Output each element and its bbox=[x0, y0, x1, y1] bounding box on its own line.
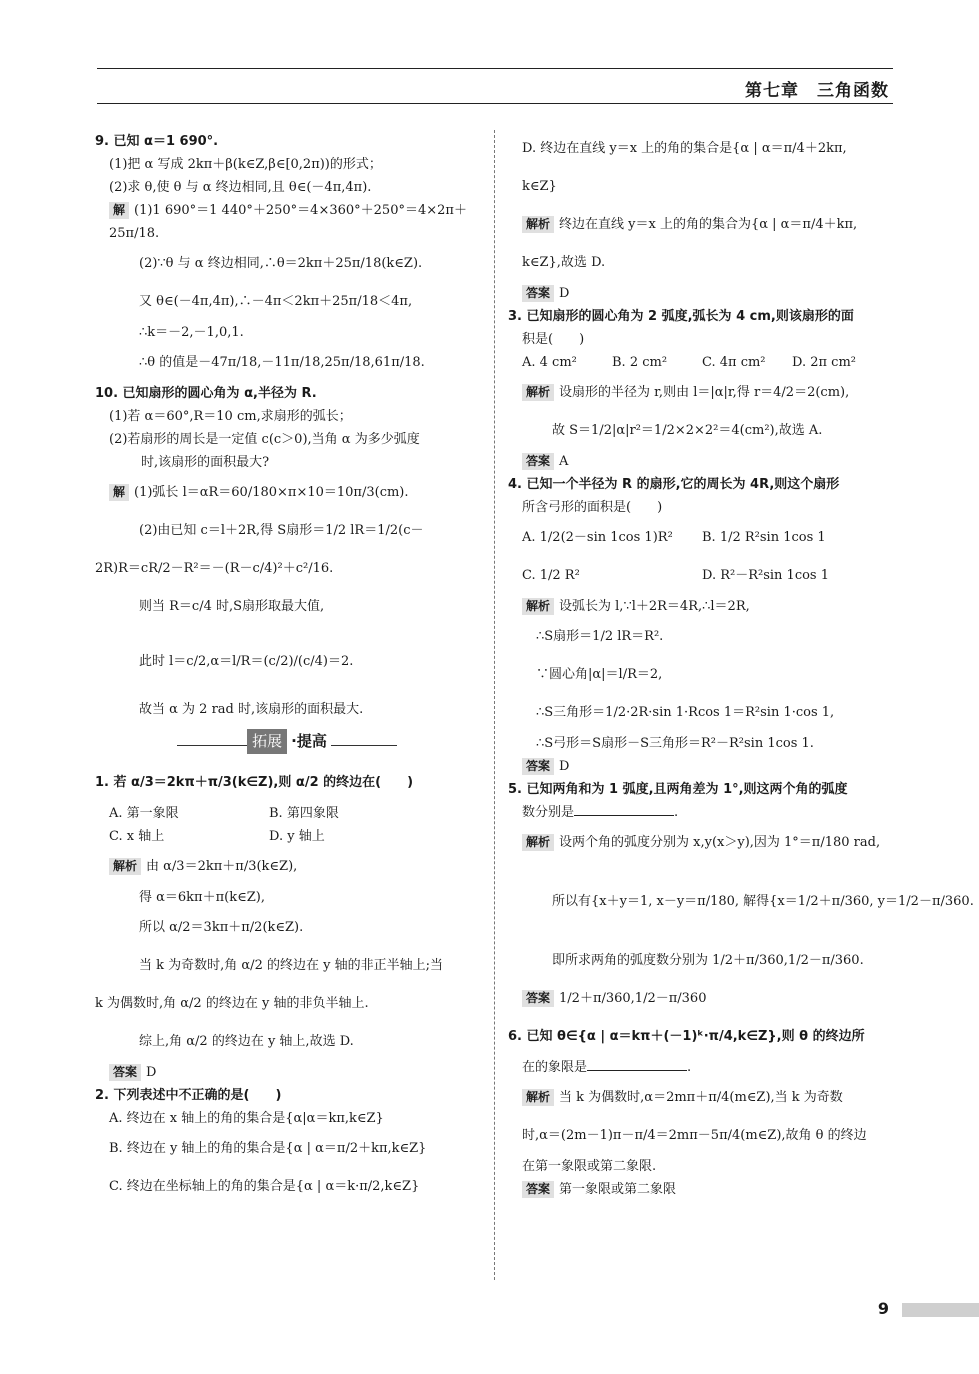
line-text: 即所求两角的弧度数分别为 1/2＋π/360,1/2－π/360. bbox=[552, 953, 864, 968]
text-line bbox=[508, 1018, 896, 1056]
text-line bbox=[508, 1079, 896, 1117]
left-column bbox=[95, 130, 483, 1206]
text-line bbox=[95, 886, 483, 909]
line-text: 终边在直线 y＝x 上的角的集合为{α | α＝π/4＋kπ, bbox=[559, 217, 858, 232]
text-line bbox=[95, 245, 483, 283]
text-line bbox=[95, 344, 483, 382]
text-line bbox=[508, 328, 896, 351]
line-text: D bbox=[559, 759, 570, 774]
text-line bbox=[508, 168, 896, 206]
choice-option: D. 2π cm² bbox=[792, 355, 856, 370]
section-label-b: ·提高 bbox=[287, 729, 331, 754]
label-tag: 答案 bbox=[522, 1181, 554, 1198]
text-line bbox=[508, 1117, 896, 1155]
section-heading bbox=[95, 729, 483, 754]
line-text: 时,α＝(2m－1)π－π/4＝2mπ－5π/4(m∈Z),故角 θ 的终边 bbox=[522, 1128, 867, 1143]
text-line bbox=[508, 656, 896, 694]
text-line bbox=[508, 618, 896, 656]
line-text: D. 终边在直线 y＝x 上的角的集合是{α | α＝π/4＋2kπ, bbox=[522, 141, 847, 156]
label-tag: 解析 bbox=[522, 216, 554, 233]
text-line bbox=[95, 764, 483, 802]
text-line bbox=[508, 1178, 896, 1201]
line-text: 故 S＝1/2|α|r²＝1/2×2×2²＝4(cm²),故选 A. bbox=[552, 423, 823, 438]
line-text: 则当 R＝c/4 时,S扇形取最大值, bbox=[139, 599, 325, 614]
page-number: 9 bbox=[877, 1299, 889, 1318]
text-line bbox=[508, 206, 896, 244]
header-top-rule bbox=[97, 68, 893, 69]
label-tag: 解 bbox=[109, 202, 129, 219]
line-text: 2. 下列表述中不正确的是( ) bbox=[95, 1088, 282, 1103]
text-line bbox=[508, 244, 896, 282]
text-line bbox=[95, 382, 483, 405]
label-tag: 解析 bbox=[522, 834, 554, 851]
line-text: 1/2＋π/360,1/2－π/360 bbox=[559, 991, 707, 1006]
line-text: B. 终边在 y 轴上的角的集合是{α | α＝π/2＋kπ,k∈Z} bbox=[109, 1141, 427, 1156]
line-text: k 为偶数时,角 α/2 的终边在 y 轴的非负半轴上. bbox=[95, 996, 369, 1011]
text-line bbox=[508, 130, 896, 168]
option-row bbox=[508, 351, 896, 374]
text-line bbox=[95, 405, 483, 428]
page-number-bar bbox=[902, 1303, 979, 1317]
choice-option: C. 4π cm² bbox=[702, 355, 766, 370]
text-line bbox=[95, 909, 483, 947]
line-text: 3. 已知扇形的圆心角为 2 弧度,弧长为 4 cm,则该扇形的面 bbox=[508, 309, 854, 324]
text-line bbox=[95, 848, 483, 886]
label-tag: 解析 bbox=[109, 858, 141, 875]
label-tag: 答案 bbox=[109, 1064, 141, 1081]
text-line bbox=[95, 1130, 483, 1168]
option-row bbox=[95, 825, 483, 848]
line-text: 6. 已知 θ∈{α | α＝kπ＋(－1)ᵏ·π/4,k∈Z},则 θ 的终边所 bbox=[508, 1029, 865, 1044]
choice-option: A. 第一象限 bbox=[109, 806, 179, 821]
line-text: 10. 已知扇形的圆心角为 α,半径为 R. bbox=[95, 386, 317, 401]
text-line bbox=[508, 778, 896, 801]
chapter-title: 第七章 三角函数 bbox=[745, 81, 889, 101]
answer-blank bbox=[574, 801, 674, 816]
line-text: 故当 α 为 2 rad 时,该扇形的面积最大. bbox=[139, 702, 364, 717]
text-line bbox=[508, 473, 896, 496]
line-text: (1)把 α 写成 2kπ＋β(k∈Z,β∈[0,2π))的形式； bbox=[109, 157, 382, 172]
text-line bbox=[95, 199, 483, 222]
line-text: 所含弓形的面积是( ) bbox=[522, 500, 663, 515]
text-line bbox=[508, 980, 896, 1018]
line-text: ∴S弓形＝S扇形－S三角形＝R²－R²sin 1cos 1. bbox=[536, 736, 814, 751]
line-text: 所以有{x＋y＝1, x－y＝π/180, 解得{x＝1/2＋π/360, y＝1/2－π/360. bbox=[552, 894, 974, 909]
text-line bbox=[95, 153, 483, 176]
option-row bbox=[95, 802, 483, 825]
text-line bbox=[95, 626, 483, 698]
line-text: 1. 若 α/3＝2kπ＋π/3(k∈Z),则 α/2 的终边在( ) bbox=[95, 775, 414, 790]
line-text: A bbox=[559, 454, 569, 469]
line-text: (1)弧长 l＝αR＝60/180×π×10＝10π/3(cm). bbox=[134, 485, 409, 500]
text-line bbox=[95, 222, 483, 245]
line-text: k∈Z} bbox=[522, 179, 557, 194]
label-tag: 解析 bbox=[522, 598, 554, 615]
line-text: 在第一象限或第二象限. bbox=[522, 1159, 657, 1174]
text-line bbox=[508, 595, 896, 618]
label-tag: 解析 bbox=[522, 384, 554, 401]
text-line bbox=[95, 698, 483, 721]
line-text: (2)由已知 c＝l＋2R,得 S扇形＝1/2 lR＝1/2(c－ bbox=[139, 523, 424, 538]
line-text: ∴k＝－2,－1,0,1. bbox=[139, 325, 244, 340]
line-text: ∴S三角形＝1/2·2R·sin 1·Rcos 1＝R²sin 1·cos 1, bbox=[536, 705, 835, 720]
line-text: (2)∵θ 与 α 终边相同,∴θ＝2kπ＋25π/18(k∈Z). bbox=[139, 256, 423, 271]
line-text: (2)求 θ,使 θ 与 α 终边相同,且 θ∈(－4π,4π). bbox=[109, 180, 372, 195]
text-line bbox=[95, 1023, 483, 1061]
line-text: 又 θ∈(－4π,4π),∴－4π＜2kπ＋25π/18＜4π, bbox=[139, 294, 413, 309]
line-text: ∴S扇形＝1/2 lR＝R². bbox=[536, 629, 664, 644]
choice-option: A. 4 cm² bbox=[522, 355, 577, 370]
text-line bbox=[95, 550, 483, 588]
line-text: 9. 已知 α＝1 690°. bbox=[95, 134, 219, 149]
text-line bbox=[95, 130, 483, 153]
text-line bbox=[95, 1168, 483, 1206]
choice-option: B. 1/2 R²sin 1cos 1 bbox=[702, 530, 826, 545]
text-line: 数分别是 . bbox=[508, 801, 896, 824]
text-line bbox=[95, 947, 483, 985]
line-text: 2R)R＝cR/2－R²＝－(R－c/4)²＋c²/16. bbox=[95, 561, 334, 576]
line-text: 5. 已知两角和为 1 弧度,且两角差为 1°,则这两个角的弧度 bbox=[508, 782, 848, 797]
text-line bbox=[508, 450, 896, 473]
line-text: 设弧长为 l,∵l＋2R＝4R,∴l＝2R, bbox=[559, 599, 750, 614]
choice-option: D. y 轴上 bbox=[269, 829, 325, 844]
choice-option: C. 1/2 R² bbox=[522, 568, 580, 583]
column-divider bbox=[494, 130, 495, 1280]
label-tag: 答案 bbox=[522, 285, 554, 302]
label-tag: 解 bbox=[109, 484, 129, 501]
text-line bbox=[95, 1084, 483, 1107]
text-line bbox=[508, 374, 896, 412]
option-row bbox=[508, 557, 896, 595]
line-text: (1)若 α＝60°,R＝10 cm,求扇形的弧长； bbox=[109, 409, 352, 424]
line-text: ∴θ 的值是－47π/18,－11π/18,25π/18,61π/18. bbox=[139, 355, 425, 370]
text-line bbox=[95, 512, 483, 550]
text-line bbox=[95, 283, 483, 321]
text-line bbox=[508, 1155, 896, 1178]
line-text: C. 终边在坐标轴上的角的集合是{α | α＝k·π/2,k∈Z} bbox=[109, 1179, 420, 1194]
line-text: 时,该扇形的面积最大? bbox=[141, 455, 270, 470]
line-text: 综上,角 α/2 的终边在 y 轴上,故选 D. bbox=[139, 1034, 354, 1049]
line-text: k∈Z},故选 D. bbox=[522, 255, 606, 270]
text-line bbox=[95, 985, 483, 1023]
line-text: 得 α＝6kπ＋π(k∈Z), bbox=[139, 890, 265, 905]
text-line bbox=[508, 282, 896, 305]
label-tag: 解析 bbox=[522, 1089, 554, 1106]
text-line bbox=[508, 862, 974, 942]
text-line bbox=[508, 755, 896, 778]
line-text: 设扇形的半径为 r,则由 l＝|α|r,得 r＝4/2＝2(cm), bbox=[559, 385, 850, 400]
line-text: 在的象限是 bbox=[522, 1060, 588, 1075]
line-text: 4. 已知一个半径为 R 的扇形,它的周长为 4R,则这个扇形 bbox=[508, 477, 840, 492]
text-line bbox=[508, 732, 896, 755]
line-text: 当 k 为奇数时,角 α/2 的终边在 y 轴的非正半轴上;当 bbox=[139, 958, 443, 973]
label-tag: 答案 bbox=[522, 758, 554, 775]
option-row bbox=[508, 519, 896, 557]
header-bottom-rule bbox=[97, 103, 893, 104]
right-column bbox=[508, 130, 974, 1201]
text-line bbox=[508, 412, 896, 450]
answer-blank bbox=[587, 1056, 687, 1071]
line-text: 设两个角的弧度分别为 x,y(x＞y),因为 1°＝π/180 rad, bbox=[559, 835, 881, 850]
line-text: 当 k 为偶数时,α＝2mπ＋π/4(m∈Z),当 k 为奇数 bbox=[559, 1090, 843, 1105]
line-text: 第一象限或第二象限 bbox=[559, 1182, 677, 1197]
line-text: 数分别是 bbox=[522, 805, 575, 820]
line-text: (1)1 690°＝1 440°＋250°＝4×360°＋250°＝4×2π＋ bbox=[134, 203, 467, 218]
choice-option: B. 第四象限 bbox=[269, 806, 339, 821]
choice-option: C. x 轴上 bbox=[109, 829, 165, 844]
text-line bbox=[95, 1061, 483, 1084]
choice-option: D. R²－R²sin 1cos 1 bbox=[702, 568, 830, 583]
label-tag: 答案 bbox=[522, 453, 554, 470]
line-text: D bbox=[146, 1065, 157, 1080]
label-tag: 答案 bbox=[522, 990, 554, 1007]
text-line bbox=[95, 1107, 483, 1130]
line-text: (2)若扇形的周长是一定值 c(c＞0),当角 α 为多少弧度 bbox=[109, 432, 420, 447]
text-line bbox=[508, 942, 896, 980]
line-text: 25π/18. bbox=[109, 226, 160, 241]
line-text: D bbox=[559, 286, 570, 301]
text-line bbox=[95, 176, 483, 199]
line-text: 由 α/3＝2kπ＋π/3(k∈Z), bbox=[146, 859, 298, 874]
text-line bbox=[508, 694, 896, 732]
text-line: 在的象限是 . bbox=[508, 1056, 896, 1079]
line-text: ∵圆心角|α|＝l/R＝2, bbox=[536, 667, 663, 682]
text-line bbox=[95, 474, 483, 512]
choice-option: B. 2 cm² bbox=[612, 355, 668, 370]
text-line bbox=[95, 588, 483, 626]
text-line bbox=[508, 824, 896, 862]
text-line bbox=[508, 496, 896, 519]
text-line bbox=[95, 428, 483, 451]
line-text: 所以 α/2＝3kπ＋π/2(k∈Z). bbox=[139, 920, 304, 935]
line-text: 此时 l＝c/2,α＝l/R＝(c/2)/(c/4)＝2. bbox=[139, 654, 354, 669]
choice-option: A. 1/2(2－sin 1cos 1)R² bbox=[522, 530, 673, 545]
text-line bbox=[95, 451, 483, 474]
line-text: A. 终边在 x 轴上的角的集合是{α|α＝kπ,k∈Z} bbox=[109, 1111, 384, 1126]
section-label-a: 拓展 bbox=[247, 729, 287, 754]
text-line bbox=[508, 305, 896, 328]
text-line bbox=[95, 321, 483, 344]
line-text: 积是( ) bbox=[522, 332, 585, 347]
